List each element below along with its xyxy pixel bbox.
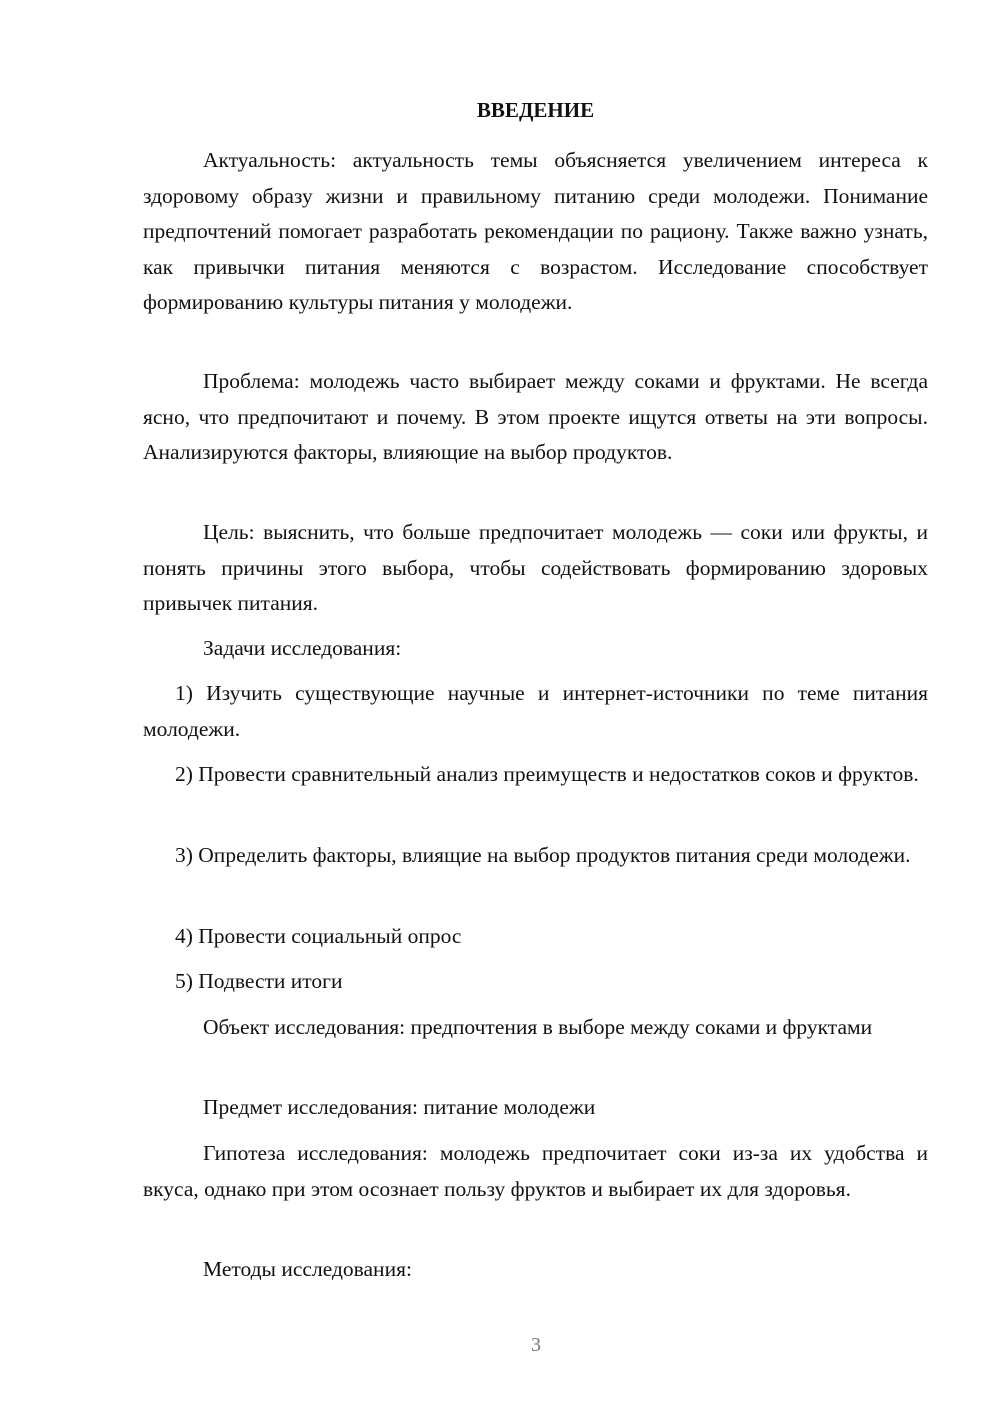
paragraph-hypothesis: Гипотеза исследования: молодежь предпочитает соки из-за их удобства и вкуса, однако при этом осознает пользу фруктов и выбирает их для здоровья. <box>143 1141 928 1201</box>
paragraph-relevance: Актуальность: актуальность темы объясняется увеличением интереса к здоровому образу жизни и правильному питанию среди молодежи. Понимание предпочтений помогает разработать рекомендации по рациону. Также важно узнать, как привычки питания меняются с возрастом. Исследование способствует формированию культуры питания у молодежи. <box>143 148 928 314</box>
task-item-5: 5) Подвести итоги <box>175 969 343 993</box>
paragraph-goal: Цель: выяснить, что больше предпочитает молодежь — соки или фрукты, и понять причины этого выбора, чтобы содействовать формированию здоровых привычек питания. <box>143 520 928 615</box>
task-item-2: 2) Провести сравнительный анализ преимуществ и недостатков соков и фруктов. <box>175 762 919 786</box>
task-item-1: 1) Изучить существующие научные и интернет-источники по теме питания молодежи. <box>143 681 928 741</box>
paragraph-object: Объект исследования: предпочтения в выборе между соками и фруктами <box>203 1015 873 1039</box>
methods-heading: Методы исследования: <box>203 1257 412 1281</box>
task-item-3: 3) Определить факторы, влиящие на выбор продуктов питания среди молодежи. <box>175 843 911 867</box>
paragraph-problem: Проблема: молодежь часто выбирает между соками и фруктами. Не всегда ясно, что предпочитают и почему. В этом проекте ищутся ответы на эти вопросы. Анализируются факторы, влияющие на выбор продуктов. <box>143 369 928 464</box>
tasks-heading: Задачи исследования: <box>203 636 402 660</box>
page-number: 3 <box>531 1334 541 1356</box>
paragraph-subject: Предмет исследования: питание молодежи <box>203 1095 596 1119</box>
task-item-4: 4) Провести социальный опрос <box>175 924 462 948</box>
page-title: ВВЕДЕНИЕ <box>476 98 595 122</box>
